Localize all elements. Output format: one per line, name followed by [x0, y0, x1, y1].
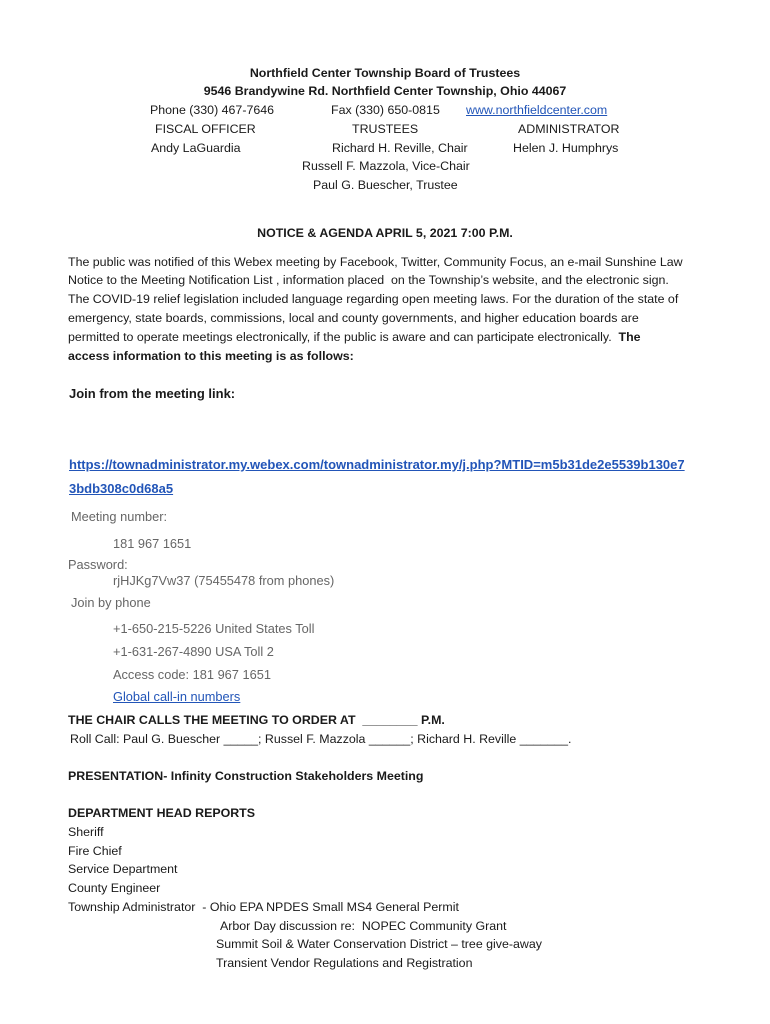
meeting-link-continued[interactable]: 3bdb308c0d68a5 — [69, 481, 174, 496]
join-by-phone-label: Join by phone — [71, 595, 151, 610]
administrator-report: Township Administrator - Ohio EPA NPDES Small MS4 General Permit — [68, 900, 459, 914]
trustee-member: Paul G. Buescher, Trustee — [313, 178, 458, 192]
join-heading: Join from the meeting link: — [69, 386, 236, 401]
global-call-in-link[interactable]: Global call-in numbers — [113, 689, 241, 704]
administrator-name: Helen J. Humphrys — [513, 141, 619, 155]
website-link[interactable]: www.northfieldcenter.com — [466, 103, 608, 117]
administrator-title: ADMINISTRATOR — [518, 122, 620, 136]
password-value: rjHJKg7Vw37 (75455478 from phones) — [113, 573, 335, 588]
meeting-number-label: Meeting number: — [71, 509, 168, 524]
notice-paragraph-line: emergency, state boards, commissions, local and county governments, and higher education boards are — [68, 311, 639, 325]
notice-access-lead: The — [618, 330, 641, 344]
meeting-link[interactable]: https://townadministrator.my.webex.com/townadministrator.my/j.php?MTID=m5b31de2e5539b130e7 — [69, 457, 685, 472]
meeting-number: 181 967 1651 — [113, 536, 192, 551]
department-item: Sheriff — [68, 825, 104, 839]
notice-title: NOTICE & AGENDA APRIL 5, 2021 7:00 P.M. — [257, 226, 513, 240]
trustees-title: TRUSTEES — [352, 122, 419, 136]
roll-call: Roll Call: Paul G. Buescher _____; Russel F. Mazzola ______; Richard H. Reville _______. — [70, 732, 572, 746]
notice-text: permitted to operate meetings electronically, if the public is aware and can participate electronically. — [68, 330, 619, 344]
fiscal-officer-title: FISCAL OFFICER — [155, 122, 256, 136]
administrator-report-item: Transient Vendor Regulations and Registration — [216, 956, 473, 970]
notice-paragraph-line — [68, 330, 641, 345]
notice-paragraph-line: The public was notified of this Webex meeting by Facebook, Twitter, Community Focus, an e-mail Sunshine Law — [68, 255, 683, 269]
fax-number: Fax (330) 650-0815 — [331, 103, 440, 117]
presentation-heading: PRESENTATION- Infinity Construction Stakeholders Meeting — [68, 769, 424, 783]
notice-access-line: access information to this meeting is as follows: — [68, 349, 354, 363]
trustee-vice-chair: Russell F. Mazzola, Vice-Chair — [302, 159, 470, 173]
org-name: Northfield Center Township Board of Trustees — [249, 66, 521, 80]
department-reports-heading: DEPARTMENT HEAD REPORTS — [68, 806, 256, 820]
phone-number: Phone (330) 467-7646 — [150, 103, 275, 117]
password-label: Password: — [68, 557, 128, 572]
department-item: County Engineer — [68, 881, 161, 895]
phone-number-us: +1-650-215-5226 United States Toll — [113, 621, 315, 636]
administrator-report-item: Summit Soil & Water Conservation District – tree give-away — [216, 937, 542, 951]
phone-number-usa-2: +1-631-267-4890 USA Toll 2 — [113, 644, 274, 659]
notice-paragraph-line: The COVID-19 relief legislation included language regarding open meeting laws. For the duration of the state of — [68, 292, 679, 306]
department-item: Service Department — [68, 862, 178, 876]
access-code: Access code: 181 967 1651 — [113, 667, 271, 682]
administrator-report-item: Arbor Day discussion re: NOPEC Community Grant — [220, 919, 507, 933]
department-item: Fire Chief — [68, 844, 122, 858]
fiscal-officer-name: Andy LaGuardia — [151, 141, 241, 155]
org-address: 9546 Brandywine Rd. Northfield Center Township, Ohio 44067 — [203, 84, 567, 98]
notice-paragraph-line: Notice to the Meeting Notification List , information placed on the Township’s website, and the electronic sign. — [68, 273, 669, 287]
trustee-chair: Richard H. Reville, Chair — [332, 141, 468, 155]
call-to-order: THE CHAIR CALLS THE MEETING TO ORDER AT ________ P.M. — [68, 713, 445, 727]
